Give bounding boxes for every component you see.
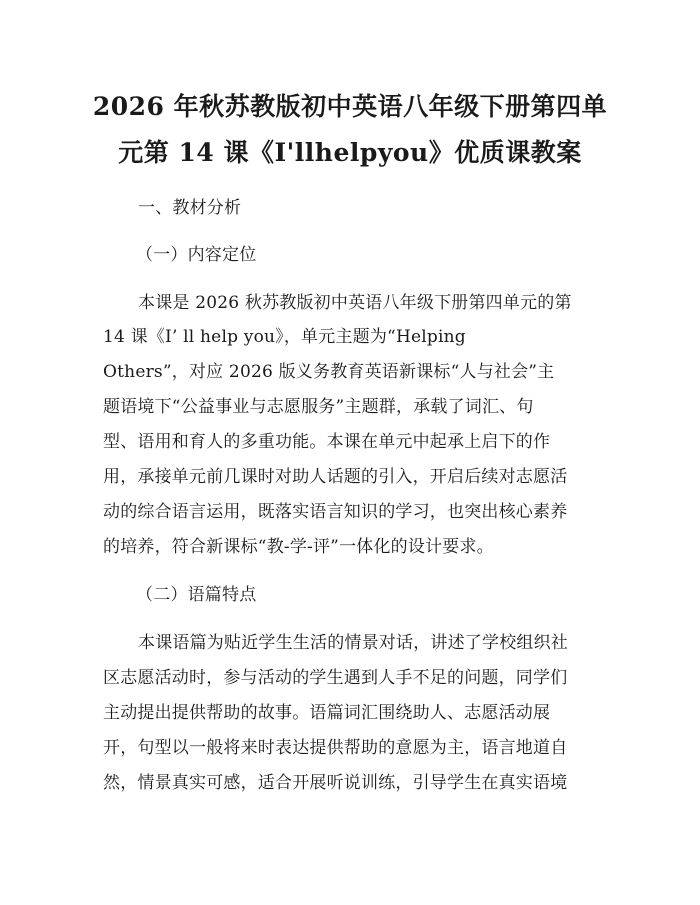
paragraph-line: 用，承接单元前几课时对助人话题的引入，开启后续对志愿活 bbox=[103, 467, 568, 487]
paragraph-line: 区志愿活动时，参与活动的学生遇到人手不足的问题，同学们 bbox=[103, 668, 568, 688]
subsection-heading-text-features: （二）语篇特点 bbox=[136, 585, 257, 605]
subsection-heading-content-positioning: （一）内容定位 bbox=[136, 245, 257, 265]
paragraph-line: Others”，对应 2026 版义务教育英语新课标“人与社会”主 bbox=[103, 362, 555, 382]
paragraph-line: 14 课《I’ ll help you》，单元主题为“Helping bbox=[103, 327, 466, 347]
paragraph-line: 本课是 2026 秋苏教版初中英语八年级下册第四单元的第 bbox=[138, 293, 572, 313]
document-title-line-2: 元第 14 课《I'llhelpyou》优质课教案 bbox=[118, 138, 582, 167]
paragraph-line: 开，句型以一般将来时表达提供帮助的意愿为主，语言地道自 bbox=[103, 738, 568, 758]
paragraph-line: 题语境下“公益事业与志愿服务”主题群，承载了词汇、句 bbox=[103, 397, 534, 417]
paragraph-line: 主动提出提供帮助的故事。语篇词汇围绕助人、志愿活动展 bbox=[103, 703, 551, 723]
paragraph-line: 本课语篇为贴近学生生活的情景对话，讲述了学校组织社 bbox=[138, 633, 568, 653]
paragraph-line: 然，情景真实可感，适合开展听说训练，引导学生在真实语境 bbox=[103, 773, 568, 793]
paragraph-line: 动的综合语言运用，既落实语言知识的学习，也突出核心素养 bbox=[103, 502, 568, 522]
paragraph-line: 型、语用和育人的多重功能。本课在单元中起承上启下的作 bbox=[103, 432, 551, 452]
section-heading: 一、教材分析 bbox=[138, 198, 242, 218]
paragraph-line: 的培养，符合新课标“教-学-评”一体化的设计要求。 bbox=[103, 537, 494, 557]
document-title-line-1: 2026 年秋苏教版初中英语八年级下册第四单 bbox=[92, 92, 608, 121]
